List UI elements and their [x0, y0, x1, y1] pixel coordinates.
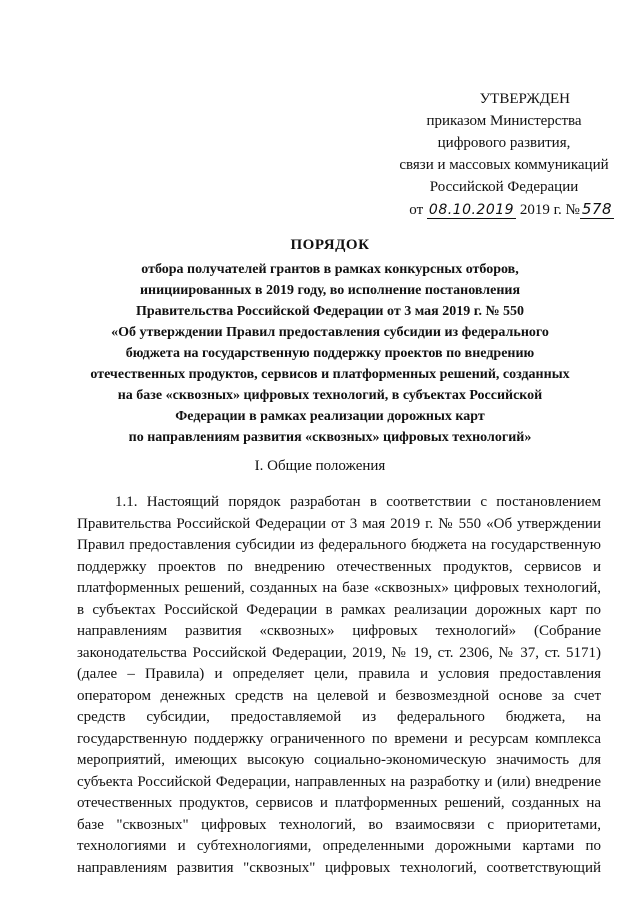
body-line: поддержку проектов по внедрению отечественных продуктов, сервисов и [77, 558, 601, 575]
body-line: направлениям развития «сквозных» цифровых технологий» (Собрание [77, 623, 601, 639]
title-line: по направлениям развития «сквозных» цифровых технологий» [128, 430, 532, 445]
section-heading: I. Общие положения [254, 458, 386, 474]
handwritten-order-number: 578 [581, 200, 612, 218]
date-suffix: 2019 г. № [519, 202, 580, 218]
approval-line: Российской Федерации [429, 179, 579, 195]
body-line: субъекта Российской Федерации, направленных на разработку и (или) внедрение [77, 773, 601, 790]
approval-heading: УТВЕРЖДЕН [479, 91, 570, 107]
document-title-block [60, 235, 600, 448]
body-line: Правил предоставления субсидии из федерального бюджета на государственную [77, 537, 601, 553]
title-line: отбора получателей грантов в рамках конкурсных отборов, [141, 262, 519, 277]
body-line: законодательства Российской Федерации, 2019, № 19, ст. 2306, № 37, ст. 5171) [77, 644, 601, 661]
body-line: мероприятий, имеющих высокую социально-экономическую значимость для [77, 752, 601, 768]
body-line: направлениям развития "сквозных" цифровых технологий, соответствующий [77, 859, 601, 876]
approval-date-line [384, 198, 624, 221]
body-line: (далее – Правила) и определяет цели, правила и условия предоставления [77, 666, 601, 682]
handwritten-date: 08.10.2019 [428, 202, 515, 218]
approval-line: связи и массовых коммуникаций [399, 157, 609, 173]
document-title: ПОРЯДОК [290, 237, 370, 253]
approval-line: приказом Министерства [426, 113, 582, 129]
approval-block [384, 88, 624, 221]
title-line: бюджета на государственную поддержку проектов по внедрению [125, 346, 535, 361]
title-line: инициированных в 2019 году, во исполнение постановления [139, 283, 521, 298]
body-line: Правительства Российской Федерации от 3 мая 2019 г. № 550 «Об утверждении [77, 515, 601, 532]
body-line: технологиями и субтехнологиями, определенными дорожными картами по [77, 838, 601, 854]
body-line: оператором денежных средств на целевой и безвозмездной основе за счет [77, 687, 601, 704]
body-line: средств субсидии, предоставляемой из федерального бюджета, на [77, 709, 601, 725]
body-line: базе "сквозных" цифровых технологий, во взаимосвязи с приоритетами, [77, 816, 601, 833]
title-line: Правительства Российской Федерации от 3 мая 2019 г. № 550 [135, 304, 525, 319]
title-line: Федерации в рамках реализации дорожных карт [175, 409, 485, 424]
date-prefix: от [409, 202, 424, 218]
body-paragraph [77, 492, 601, 879]
body-line: отечественных продуктов, сервисов и платформенных решений, созданных на [77, 795, 601, 811]
approval-line: цифрового развития, [437, 135, 571, 151]
title-line: отечественных продуктов, сервисов и платформенных решений, созданных [90, 367, 570, 382]
body-line: 1.1. Настоящий порядок разработан в соответствии с постановлением [115, 494, 601, 510]
body-line: государственную поддержку ограниченного по времени и ресурсам комплекса [77, 730, 601, 747]
title-line: «Об утверждении Правил предоставления субсидии из федерального [111, 325, 549, 340]
body-line: в субъектах Российской Федерации в рамках реализации дорожных карт по [77, 601, 601, 618]
title-line: на базе «сквозных» цифровых технологий, в субъектах Российской [117, 388, 543, 403]
body-line: платформенных решений, созданных на базе «сквозных» цифровых технологий, [77, 580, 601, 596]
